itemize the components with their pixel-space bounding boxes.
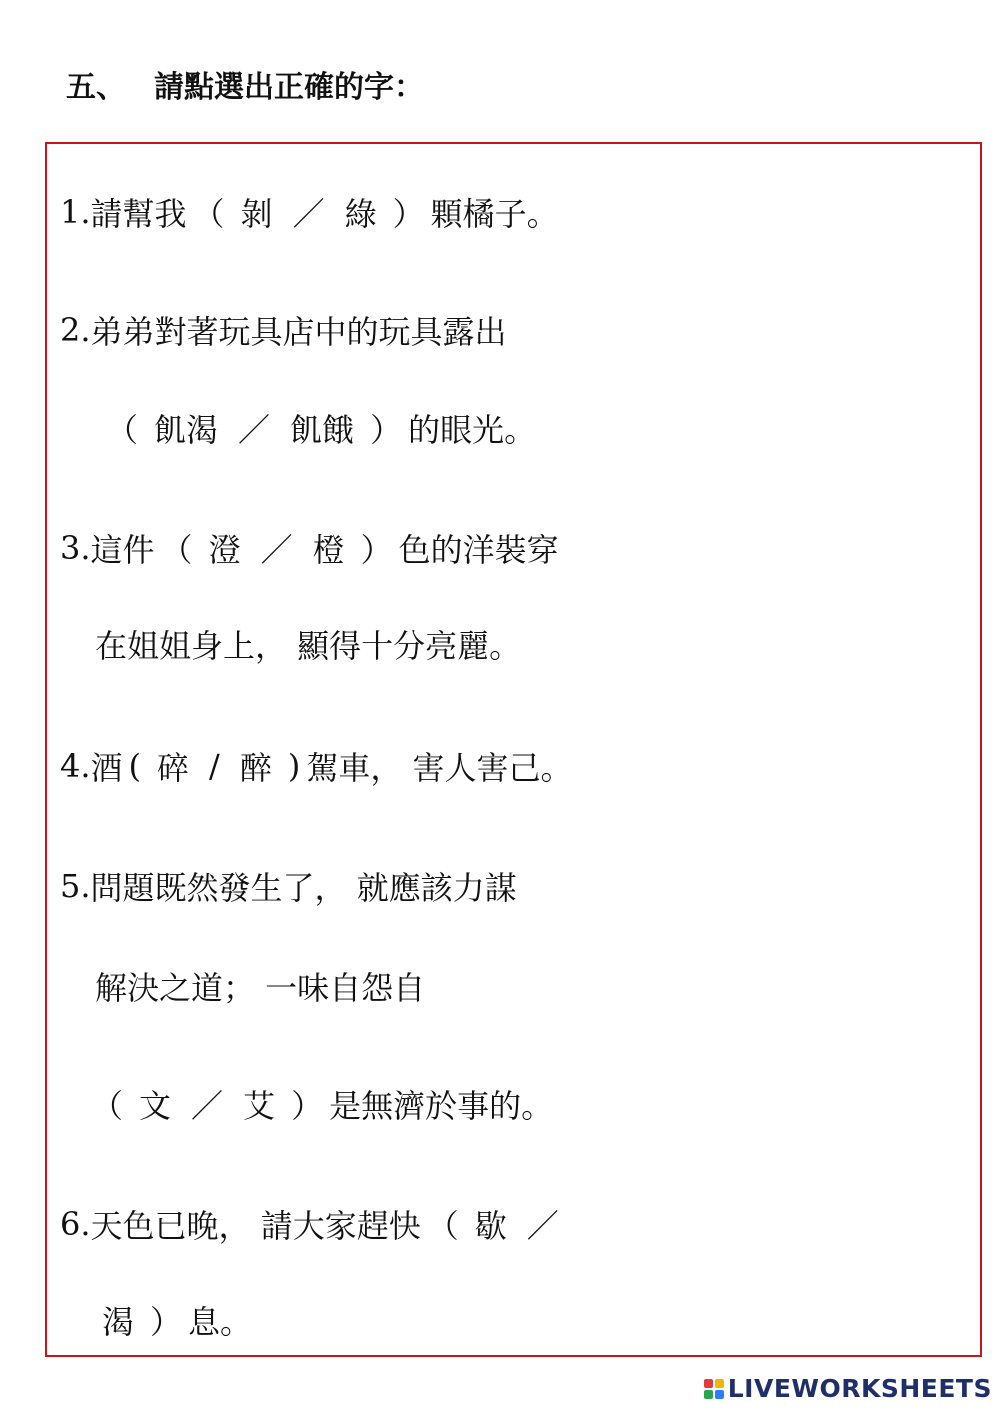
choice-separator: ／ xyxy=(526,1207,559,1245)
question-text: 是無濟於事的。 xyxy=(329,1087,554,1125)
question-5-line-2 xyxy=(95,958,425,1014)
liveworksheets-watermark xyxy=(704,1374,992,1403)
choice-option-1[interactable]: 飢渴 xyxy=(154,411,219,449)
open-paren: ( xyxy=(128,747,142,785)
watermark-text: LIVEWORKSHEETS xyxy=(727,1374,992,1403)
close-paren: ） xyxy=(370,411,403,449)
close-paren: ） xyxy=(291,1087,324,1125)
question-text: 酒 xyxy=(90,749,123,787)
choice-option-1[interactable]: 碎 xyxy=(157,749,190,787)
choice-option-2[interactable]: 艾 xyxy=(243,1087,276,1125)
liveworksheets-logo-icon xyxy=(704,1379,724,1399)
close-paren: ） xyxy=(150,1303,183,1341)
question-text: 色的洋裝穿 xyxy=(398,531,559,569)
section-number: 五、 xyxy=(66,70,126,105)
question-number: 3. xyxy=(60,529,91,567)
choice-option-2[interactable]: 橙 xyxy=(312,531,345,569)
open-paren: （ xyxy=(91,1087,124,1125)
question-text: 問題既然發生了， 就應該力謀 xyxy=(90,869,517,907)
question-text: 解決之道； 一味自怨自 xyxy=(95,969,426,1007)
question-text: 駕車， 害人害己。 xyxy=(306,749,573,787)
question-number: 1. xyxy=(60,193,91,231)
choice-separator: ／ xyxy=(191,1087,224,1125)
question-5-line-3 xyxy=(85,1076,553,1132)
choice-option-1[interactable]: 澄 xyxy=(208,531,241,569)
question-text: 這件 xyxy=(90,531,155,569)
choice-option-1[interactable]: 文 xyxy=(139,1087,172,1125)
choice-option-2[interactable]: 醉 xyxy=(239,749,272,787)
choice-option-2[interactable]: 渴 xyxy=(102,1303,135,1341)
question-text: 在姐姐身上， 顯得十分亮麗。 xyxy=(95,627,522,665)
close-paren: ） xyxy=(392,195,425,233)
question-text: 天色已晚， 請大家趕快 xyxy=(90,1207,421,1245)
close-paren: ) xyxy=(287,747,301,785)
choice-option-2[interactable]: 綠 xyxy=(344,195,377,233)
section-instruction: 請點選出正確的字： xyxy=(154,70,424,105)
question-text: 顆橘子。 xyxy=(430,195,559,233)
question-2 xyxy=(60,302,507,358)
question-text: 請幫我 xyxy=(90,195,187,233)
question-text: 息。 xyxy=(188,1303,253,1341)
question-number: 6. xyxy=(60,1205,91,1243)
choice-option-2[interactable]: 飢餓 xyxy=(290,411,355,449)
question-1 xyxy=(60,184,559,240)
question-6-line-2 xyxy=(92,1292,252,1348)
choice-separator: ／ xyxy=(260,531,293,569)
question-text: 弟弟對著玩具店中的玩具露出 xyxy=(90,313,507,351)
question-number: 2. xyxy=(60,311,91,349)
question-6 xyxy=(60,1196,569,1252)
choice-option-1[interactable]: 剝 xyxy=(240,195,273,233)
choice-option-1[interactable]: 歇 xyxy=(474,1207,507,1245)
open-paren: （ xyxy=(160,531,193,569)
open-paren: （ xyxy=(106,411,139,449)
question-3 xyxy=(60,520,559,576)
question-number: 5. xyxy=(60,867,91,905)
open-paren: （ xyxy=(426,1207,459,1245)
choice-separator: ／ xyxy=(292,195,325,233)
question-5 xyxy=(60,858,517,914)
open-paren: （ xyxy=(192,195,225,233)
section-title xyxy=(66,62,424,106)
close-paren: ） xyxy=(360,531,393,569)
question-4 xyxy=(60,738,573,794)
choice-separator: ／ xyxy=(238,411,271,449)
question-text: 的眼光。 xyxy=(408,411,537,449)
question-2-line-2 xyxy=(100,400,536,456)
question-3-line-2 xyxy=(95,616,521,672)
choice-separator: / xyxy=(209,747,220,785)
question-number: 4. xyxy=(60,747,91,785)
